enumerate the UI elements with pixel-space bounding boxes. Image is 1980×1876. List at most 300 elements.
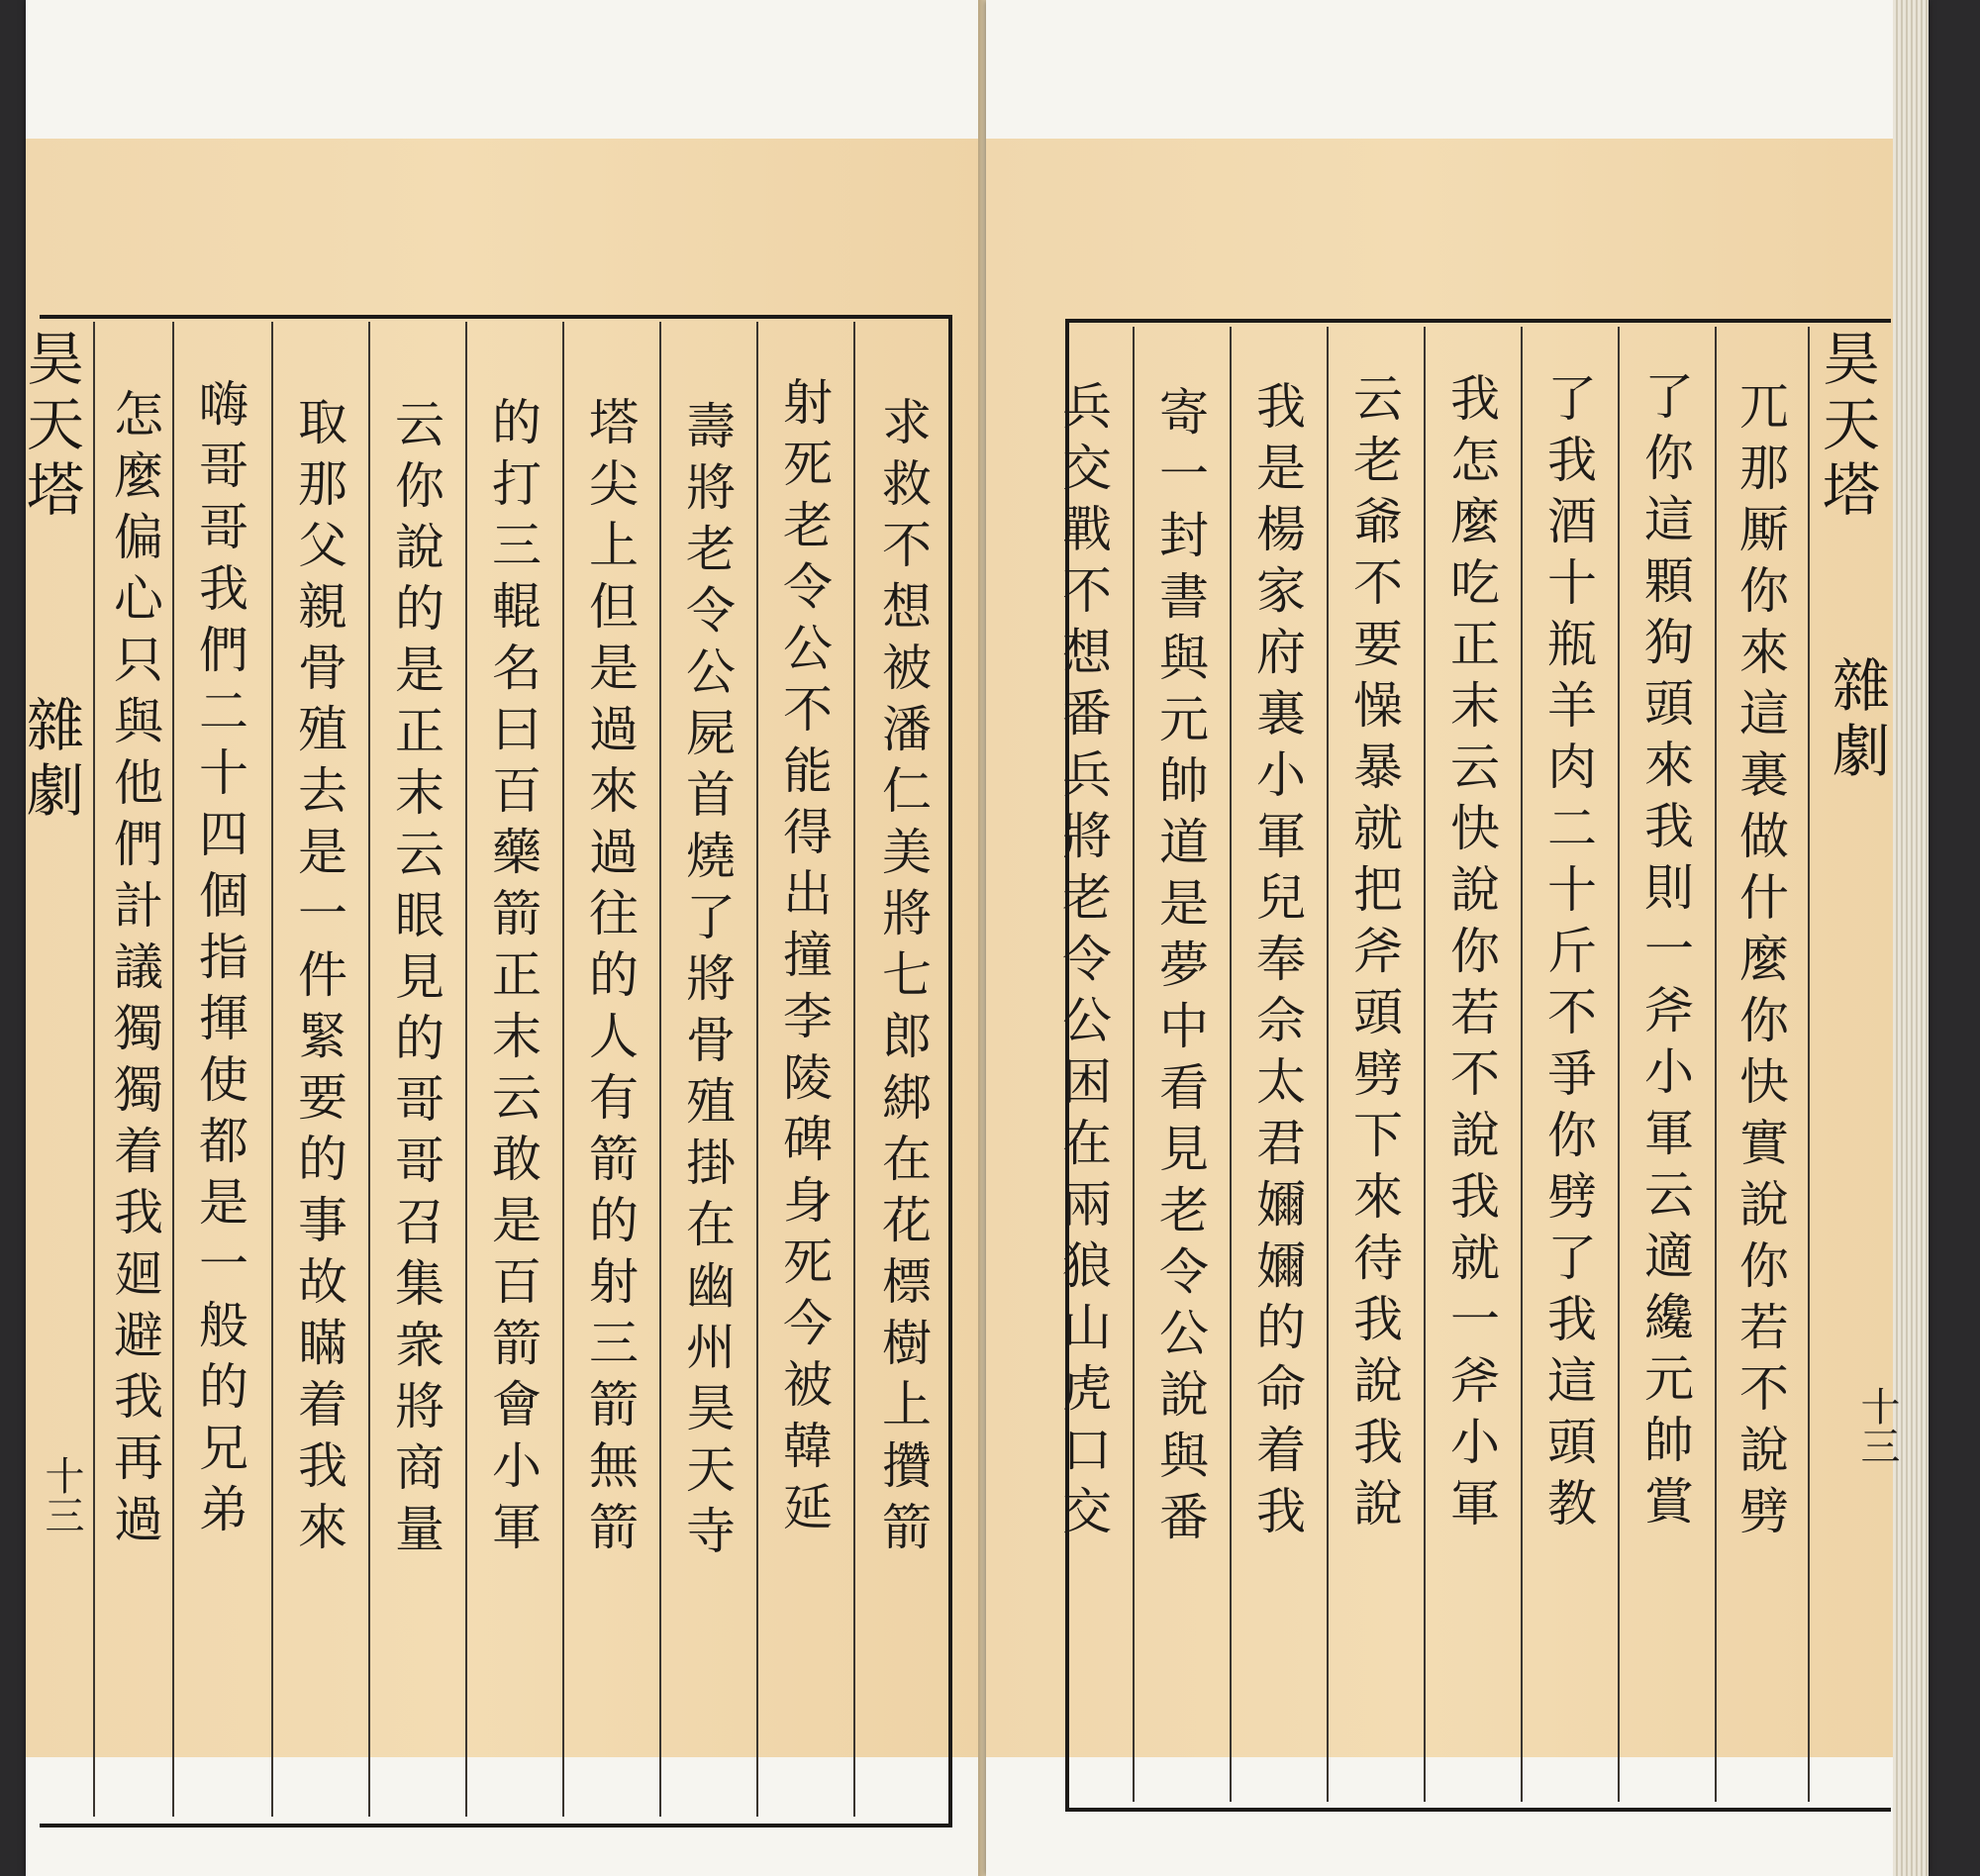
glyph: 我 [114, 1184, 163, 1241]
glyph: 是 [199, 1174, 248, 1232]
glyph: 斧 [1644, 982, 1694, 1039]
glyph: 奉 [1256, 931, 1306, 988]
column-rule [465, 322, 467, 1817]
glyph: 正 [1450, 616, 1500, 673]
left-page [26, 0, 984, 1876]
text-column [182, 374, 265, 1540]
glyph: 們 [114, 816, 163, 873]
glyph: 攢 [882, 1437, 932, 1495]
glyph: 適 [1644, 1228, 1694, 1285]
glyph: 的 [395, 580, 445, 638]
column-rule [853, 322, 855, 1817]
glyph: 了 [686, 889, 736, 946]
glyph: 在 [1062, 1115, 1112, 1172]
open-book [26, 0, 1929, 1876]
glyph: 爺 [1353, 493, 1403, 550]
glyph: 說 [395, 519, 445, 576]
glyph: 頭 [1547, 1414, 1597, 1471]
glyph: 云 [395, 826, 445, 883]
glyph: 一 [1644, 921, 1694, 978]
glyph: 會 [492, 1376, 542, 1433]
glyph: 上 [882, 1376, 932, 1433]
glyph: 見 [1159, 1121, 1209, 1178]
glyph: 我 [1644, 798, 1694, 855]
glyph: 說 [1450, 861, 1500, 919]
glyph: 教 [1547, 1475, 1597, 1532]
glyph: 小 [1256, 746, 1306, 804]
glyph: 過 [589, 701, 639, 758]
glyph: 什 [1739, 869, 1789, 927]
glyph: 說 [1739, 1176, 1789, 1234]
glyph: 人 [589, 1008, 639, 1065]
glyph: 夢 [1159, 937, 1209, 994]
glyph: 看 [1159, 1059, 1209, 1117]
glyph: 來 [1644, 737, 1694, 794]
glyph: 兵 [1062, 746, 1112, 804]
glyph: 軍 [1256, 808, 1306, 865]
glyph: 一 [1159, 445, 1209, 503]
glyph: 與 [1159, 630, 1209, 687]
glyph: 了 [1547, 1230, 1597, 1287]
glyph: 交 [1062, 1483, 1112, 1540]
glyph: 書 [1159, 568, 1209, 626]
glyph: 潘 [882, 701, 932, 758]
column-rule [271, 322, 273, 1817]
text-column [669, 396, 752, 1562]
page-top-margin [26, 0, 984, 139]
glyph: 了 [1644, 368, 1694, 426]
glyph: 狼 [1062, 1237, 1112, 1295]
glyph: 撞 [783, 927, 833, 984]
glyph: 箭 [589, 1376, 639, 1433]
margin-title: 天 [1822, 391, 1880, 458]
glyph: 這 [1547, 1352, 1597, 1410]
glyph: 我 [1547, 1291, 1597, 1348]
text-column [281, 392, 364, 1558]
glyph: 是 [589, 640, 639, 697]
glyph: 花 [882, 1192, 932, 1249]
glyph: 待 [1353, 1230, 1403, 1287]
glyph: 封 [1159, 507, 1209, 564]
glyph: 公 [686, 643, 736, 701]
margin-title: 昊 [26, 326, 84, 393]
glyph: 云 [1644, 1166, 1694, 1224]
glyph: 戰 [1062, 501, 1112, 558]
glyph: 顆 [1644, 552, 1694, 610]
glyph: 將 [686, 459, 736, 517]
glyph: 老 [686, 521, 736, 578]
glyph: 他 [114, 754, 163, 812]
glyph: 小 [1450, 1414, 1500, 1471]
glyph: 軍 [1450, 1475, 1500, 1532]
glyph: 口 [1062, 1422, 1112, 1479]
page-edges [1893, 0, 1929, 1876]
glyph: 量 [395, 1501, 445, 1558]
glyph: 個 [199, 867, 248, 925]
glyph: 將 [686, 950, 736, 1008]
glyph: 我 [114, 1368, 163, 1426]
glyph: 指 [199, 929, 248, 986]
glyph: 避 [114, 1307, 163, 1364]
glyph: 曰 [492, 701, 542, 758]
glyph: 綁 [882, 1069, 932, 1127]
glyph: 做 [1739, 808, 1789, 865]
text-column [572, 392, 655, 1558]
glyph: 我 [1256, 1483, 1306, 1540]
fold-genre [26, 693, 85, 824]
glyph: 瞞 [298, 1315, 347, 1372]
glyph: 骨 [686, 1012, 736, 1069]
glyph: 麼 [1739, 931, 1789, 988]
glyph: 兄 [199, 1420, 248, 1477]
glyph: 我 [1450, 370, 1500, 428]
glyph: 末 [492, 1008, 542, 1065]
glyph: 頭 [1353, 984, 1403, 1041]
glyph: 十 [1547, 554, 1597, 612]
glyph: 正 [492, 946, 542, 1004]
glyph: 帥 [1159, 752, 1209, 810]
glyph: 太 [1256, 1053, 1306, 1111]
glyph: 快 [1739, 1053, 1789, 1111]
glyph: 的 [589, 1192, 639, 1249]
margin-genre: 劇 [26, 757, 84, 825]
glyph: 百 [492, 1253, 542, 1311]
glyph: 元 [1159, 691, 1209, 748]
glyph: 着 [1256, 1422, 1306, 1479]
glyph: 小 [1644, 1043, 1694, 1101]
glyph: 親 [298, 578, 347, 636]
glyph: 幽 [686, 1257, 736, 1315]
glyph: 令 [783, 558, 833, 616]
glyph: 廻 [114, 1245, 163, 1303]
glyph: 帥 [1644, 1412, 1694, 1469]
glyph: 要 [298, 1069, 347, 1127]
glyph: 想 [1062, 624, 1112, 681]
glyph: 箭 [492, 885, 542, 942]
glyph: 肉 [1547, 739, 1597, 796]
glyph: 劈 [1547, 1168, 1597, 1226]
glyph: 楊 [1256, 501, 1306, 558]
glyph: 天 [686, 1441, 736, 1499]
glyph: 小 [492, 1437, 542, 1495]
text-column [1238, 376, 1325, 1542]
page-number: 十三 [1854, 1386, 1900, 1465]
glyph: 你 [1644, 430, 1694, 487]
glyph: 射 [783, 374, 833, 432]
glyph: 十 [199, 744, 248, 802]
glyph: 故 [298, 1253, 347, 1311]
margin-title: 昊 [1822, 326, 1880, 393]
glyph: 令 [1062, 931, 1112, 988]
glyph: 不 [1353, 554, 1403, 612]
glyph: 兀 [1739, 378, 1789, 436]
text-column [1335, 368, 1422, 1534]
glyph: 我 [1353, 1414, 1403, 1471]
glyph: 標 [882, 1253, 932, 1311]
glyph: 老 [1062, 869, 1112, 927]
glyph: 軍 [1644, 1105, 1694, 1162]
glyph: 就 [1353, 800, 1403, 857]
glyph: 二 [199, 683, 248, 741]
glyph: 佘 [1256, 992, 1306, 1049]
glyph: 云 [492, 1069, 542, 1127]
glyph: 獨 [114, 1061, 163, 1119]
margin-rule [93, 322, 95, 1817]
glyph: 寺 [686, 1503, 736, 1560]
glyph: 在 [686, 1196, 736, 1253]
glyph: 不 [882, 517, 932, 574]
glyph: 不 [783, 681, 833, 739]
column-rule [756, 322, 758, 1817]
glyph: 與 [114, 693, 163, 750]
glyph: 是 [298, 824, 347, 881]
glyph: 計 [114, 877, 163, 935]
glyph: 哥 [199, 499, 248, 556]
glyph: 使 [199, 1051, 248, 1109]
glyph: 云 [1353, 370, 1403, 428]
glyph: 的 [395, 1010, 445, 1067]
margin-genre: 雜 [26, 692, 84, 759]
glyph: 箭 [589, 1131, 639, 1188]
glyph: 若 [1739, 1299, 1789, 1356]
glyph: 你 [1739, 992, 1789, 1049]
glyph: 中 [1159, 998, 1209, 1055]
glyph: 頭 [1644, 675, 1694, 733]
glyph: 我 [1256, 378, 1306, 436]
glyph: 要 [1353, 616, 1403, 673]
glyph: 來 [1353, 1168, 1403, 1226]
glyph: 困 [1062, 1053, 1112, 1111]
glyph: 見 [395, 948, 445, 1006]
glyph: 番 [1159, 1489, 1209, 1546]
glyph: 府 [1256, 624, 1306, 681]
glyph: 老 [1159, 1182, 1209, 1239]
glyph: 這 [1739, 685, 1789, 742]
glyph: 寄 [1159, 384, 1209, 442]
glyph: 李 [783, 988, 833, 1045]
glyph: 公 [783, 620, 833, 677]
glyph: 箭 [492, 1315, 542, 1372]
glyph: 取 [298, 394, 347, 451]
glyph: 快 [1450, 800, 1500, 857]
glyph: 老 [783, 497, 833, 554]
glyph: 去 [298, 762, 347, 820]
glyph: 有 [589, 1069, 639, 1127]
glyph: 出 [783, 865, 833, 923]
glyph: 但 [589, 578, 639, 636]
glyph: 郎 [882, 1008, 932, 1065]
column-rule [368, 322, 370, 1817]
glyph: 我 [1450, 1168, 1500, 1226]
margin-title: 塔 [26, 456, 84, 524]
glyph: 來 [1739, 624, 1789, 681]
glyph: 的 [1256, 1299, 1306, 1356]
glyph: 來 [589, 762, 639, 820]
glyph: 百 [492, 762, 542, 820]
glyph: 打 [492, 455, 542, 513]
glyph: 一 [1450, 1291, 1500, 1348]
glyph: 山 [1062, 1299, 1112, 1356]
glyph: 輥 [492, 578, 542, 636]
glyph: 死 [783, 1234, 833, 1291]
glyph: 般 [199, 1297, 248, 1354]
column-rule [1521, 327, 1523, 1802]
column-rule [1424, 327, 1426, 1802]
glyph: 兵 [1062, 378, 1112, 436]
glyph: 只 [114, 632, 163, 689]
glyph: 四 [199, 806, 248, 863]
glyph: 那 [1739, 440, 1789, 497]
glyph: 將 [395, 1378, 445, 1435]
column-rule [1133, 327, 1135, 1802]
glyph: 道 [1159, 814, 1209, 871]
glyph: 老 [1353, 432, 1403, 489]
glyph: 殖 [298, 701, 347, 758]
glyph: 的 [589, 946, 639, 1004]
text-column [865, 392, 948, 1558]
glyph: 斧 [1353, 923, 1403, 980]
glyph: 你 [1739, 562, 1789, 620]
glyph: 不 [1547, 984, 1597, 1041]
glyph: 令 [1159, 1243, 1209, 1301]
glyph: 想 [882, 578, 932, 636]
glyph: 延 [783, 1479, 833, 1536]
glyph: 偏 [114, 509, 163, 566]
glyph: 尖 [589, 455, 639, 513]
glyph: 哥 [395, 1071, 445, 1129]
glyph: 公 [1159, 1305, 1209, 1362]
glyph: 美 [882, 824, 932, 881]
glyph: 公 [1062, 992, 1112, 1049]
glyph: 把 [1353, 861, 1403, 919]
glyph: 仁 [882, 762, 932, 820]
glyph: 敢 [492, 1131, 542, 1188]
text-column [1721, 376, 1808, 1542]
glyph: 君 [1256, 1115, 1306, 1172]
glyph: 哥 [395, 1133, 445, 1190]
glyph: 你 [1739, 1237, 1789, 1295]
text-column [766, 372, 849, 1538]
text-column [1043, 376, 1131, 1542]
column-rule [1327, 327, 1329, 1802]
glyph: 州 [686, 1319, 736, 1376]
glyph: 若 [1450, 984, 1500, 1041]
glyph: 厮 [1739, 501, 1789, 558]
glyph: 嬭 [1256, 1176, 1306, 1234]
margin-title: 塔 [1822, 456, 1880, 524]
glyph: 十 [1547, 861, 1597, 919]
glyph: 是 [1159, 875, 1209, 933]
glyph: 過 [114, 1491, 163, 1548]
margin-rule [1808, 327, 1810, 1802]
glyph: 今 [783, 1295, 833, 1352]
glyph: 交 [1062, 440, 1112, 497]
glyph: 嗨 [199, 376, 248, 434]
text-column [101, 384, 176, 1550]
glyph: 心 [114, 570, 163, 628]
glyph: 賞 [1644, 1473, 1694, 1530]
glyph: 麼 [1450, 493, 1500, 550]
glyph: 吃 [1450, 554, 1500, 612]
glyph: 藥 [492, 824, 542, 881]
glyph: 是 [1256, 440, 1306, 497]
glyph: 就 [1450, 1230, 1500, 1287]
glyph: 被 [783, 1356, 833, 1414]
glyph: 昊 [686, 1380, 736, 1437]
glyph: 商 [395, 1439, 445, 1497]
glyph: 的 [298, 1131, 347, 1188]
glyph: 則 [1644, 859, 1694, 917]
glyph: 都 [199, 1113, 248, 1170]
fold-genre [1832, 653, 1891, 784]
text-column [1432, 368, 1519, 1534]
glyph: 碑 [783, 1111, 833, 1168]
glyph: 名 [492, 640, 542, 697]
glyph: 我 [298, 1437, 347, 1495]
glyph: 的 [492, 394, 542, 451]
glyph: 議 [114, 938, 163, 996]
glyph: 箭 [882, 1499, 932, 1556]
glyph: 着 [298, 1376, 347, 1433]
column-rule [562, 322, 564, 1817]
page-number: 十三 [39, 1455, 84, 1534]
glyph: 了 [1547, 370, 1597, 428]
glyph: 集 [395, 1255, 445, 1313]
glyph: 揮 [199, 990, 248, 1047]
glyph: 的 [199, 1358, 248, 1416]
glyph: 救 [882, 455, 932, 513]
glyph: 虎 [1062, 1360, 1112, 1418]
text-column [1529, 368, 1616, 1534]
text-column [378, 394, 461, 1560]
glyph: 哥 [199, 438, 248, 495]
glyph: 裏 [1256, 685, 1306, 742]
glyph: 過 [589, 824, 639, 881]
glyph: 我 [1353, 1291, 1403, 1348]
glyph: 事 [298, 1192, 347, 1249]
glyph: 你 [1547, 1107, 1597, 1164]
glyph: 酒 [1547, 493, 1597, 550]
margin-genre: 雜 [1832, 652, 1890, 720]
glyph: 身 [783, 1172, 833, 1230]
glyph: 嬭 [1256, 1237, 1306, 1295]
glyph: 元 [1644, 1350, 1694, 1408]
glyph: 一 [199, 1235, 248, 1293]
fold-margin [26, 327, 85, 523]
glyph: 番 [1062, 685, 1112, 742]
glyph: 射 [589, 1253, 639, 1311]
glyph: 父 [298, 517, 347, 574]
glyph: 往 [589, 885, 639, 942]
glyph: 劈 [1739, 1483, 1789, 1540]
glyph: 不 [1739, 1360, 1789, 1418]
glyph: 與 [1159, 1428, 1209, 1485]
fold-margin [1822, 327, 1881, 523]
glyph: 令 [686, 582, 736, 640]
glyph: 云 [395, 396, 445, 453]
glyph: 燒 [686, 828, 736, 885]
glyph: 首 [686, 766, 736, 824]
glyph: 塔 [589, 394, 639, 451]
glyph: 我 [1547, 432, 1597, 489]
glyph: 斧 [1450, 1352, 1500, 1410]
column-rule [1230, 327, 1232, 1802]
glyph: 韓 [783, 1418, 833, 1475]
glyph: 來 [298, 1499, 347, 1556]
page-top-margin [986, 0, 1929, 139]
glyph: 怎 [114, 386, 163, 444]
glyph: 樹 [882, 1315, 932, 1372]
